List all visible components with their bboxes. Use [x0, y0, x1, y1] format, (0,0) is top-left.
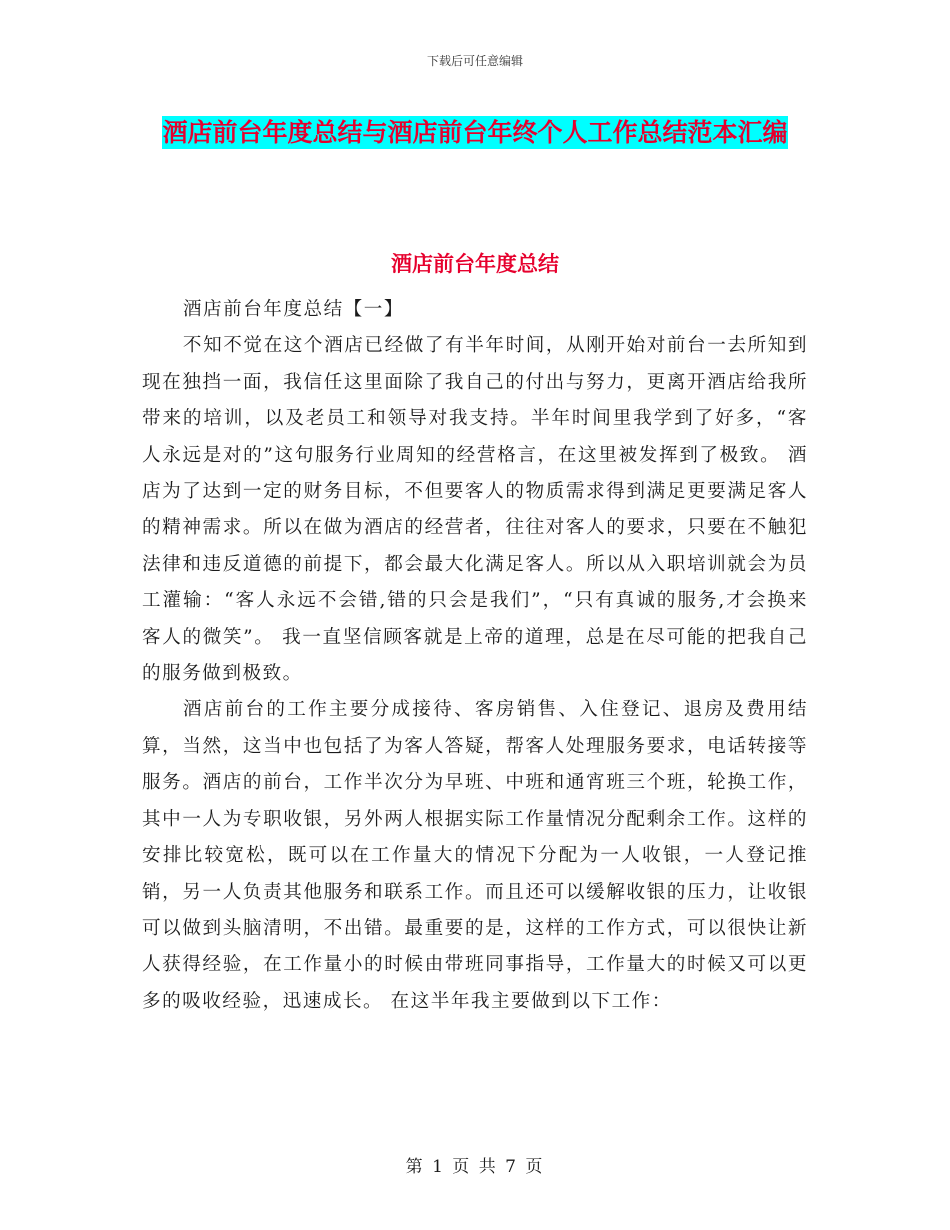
subsection-label: 酒店前台年度总结【一】 [182, 299, 404, 320]
document-body [142, 292, 808, 1020]
body-paragraph: 酒店前台的工作主要分成接待、客房销售、入住登记、退房及费用结算，当然，这当中也包括了为客人答疑，帮客人处理服务要求，电话转接等服务。酒店的前台，工作半次分为早班、中班和通宵班三个班，轮换工作，其中一人为专职收银，另外两人根据实际工作量情况分配剩余工作。这样的安排比较宽松，既可以在工作量大的情况下分配为一人收银，一人登记推销，另一人负责其他服务和联系工作。而且还可以缓解收银的压力，让收银可以做到头脑清明，不出错。最重要的是，这样的工作方式，可以很快让新人获得经验，在工作量小的时候由带班同事指导，工作量大的时候又可以更多的吸收经验，迅速成长。 在这半年我主要做到以下工作： [142, 699, 808, 1012]
section-title: 酒店前台年度总结 [391, 252, 559, 276]
body-paragraph: 不知不觉在这个酒店已经做了有半年时间，从刚开始对前台一去所知到现在独挡一面，我信任这里面除了我自己的付出与努力，更离开酒店给我所带来的培训，以及老员工和领导对我支持。半年时间里我学到了好多，“客人永远是对的”这句服务行业周知的经营格言，在这里被发挥到了极致。 酒店为了达到一定的财务目标，不但要客人的物质需求得到满足更要满足客人的精神需求。所以在做为酒店的经营者，往往对客人的要求，只要在不触犯法律和违反道德的前提下，都会最大化满足客人。所以从入职培训就会为员工灌输：“客人永远不会错,错的只会是我们”，“只有真诚的服务,才会换来客人的微笑”。 我一直坚信顾客就是上帝的道理，总是在尽可能的把我自己的服务做到极致。 [142, 335, 808, 685]
document-title-text: 酒店前台年度总结与酒店前台年终个人工作总结范本汇编 [162, 118, 788, 147]
document-title [140, 110, 810, 155]
page-header-note: 下载后可任意编辑 [426, 54, 523, 68]
page-number: 第 1 页 共 7 页 [405, 1157, 545, 1177]
